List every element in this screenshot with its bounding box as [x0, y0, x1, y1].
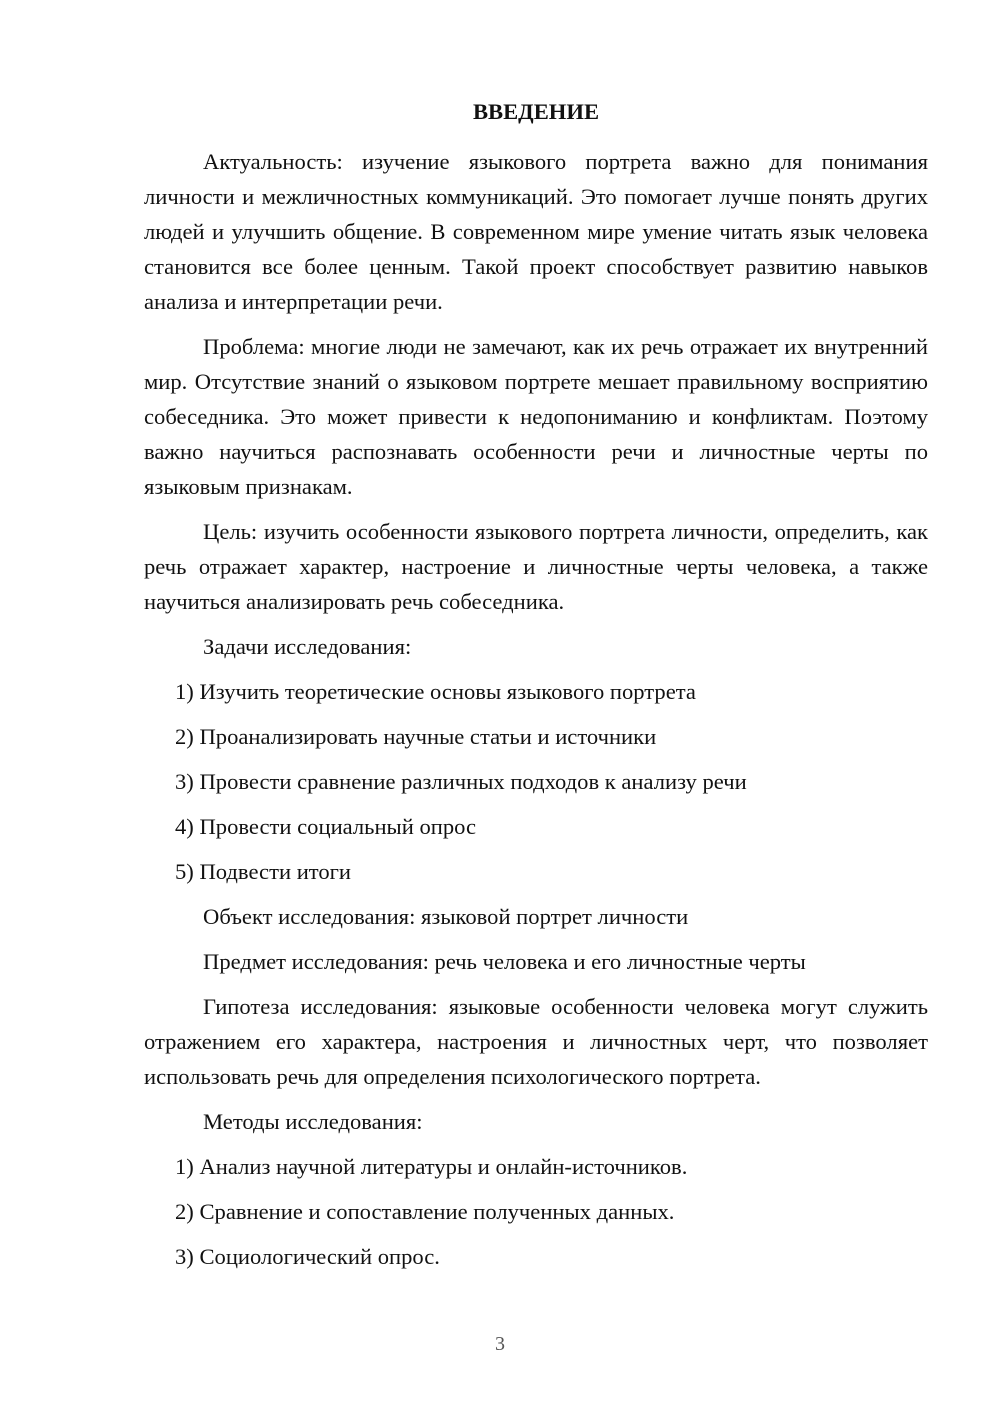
methods-label: Методы исследования: — [203, 1109, 423, 1134]
task-item: 5) Подвести итоги — [175, 859, 352, 884]
task-item: 3) Провести сравнение различных подходов к анализу речи — [175, 769, 747, 794]
methods-list — [144, 1149, 928, 1274]
relevance-paragraph: Актуальность: изучение языкового портрета важно для понимания личности и межличностных коммуникаций. Это помогает лучше понять других людей и улучшить общение. В современном мире умение читать язык человека становится все более ценным. Такой проект способствует развитию навыков анализа и интерпретации речи. — [144, 149, 928, 314]
object-line: Объект исследования: языковой портрет личности — [203, 904, 689, 929]
task-item: 2) Проанализировать научные статьи и источники — [175, 724, 657, 749]
task-item: 4) Провести социальный опрос — [175, 814, 477, 839]
goal-paragraph: Цель: изучить особенности языкового портрета личности, определить, как речь отражает характер, настроение и личностные черты человека, а также научиться анализировать речь собеседника. — [144, 519, 928, 614]
task-item: 1) Изучить теоретические основы языкового портрета — [175, 679, 696, 704]
document-page — [144, 94, 928, 1284]
page-number: 3 — [495, 1333, 505, 1355]
method-item: 1) Анализ научной литературы и онлайн-источников. — [175, 1154, 688, 1179]
section-heading: ВВЕДЕНИЕ — [472, 99, 600, 124]
tasks-label: Задачи исследования: — [203, 634, 412, 659]
method-item: 2) Сравнение и сопоставление полученных данных. — [175, 1199, 675, 1224]
tasks-list — [144, 674, 928, 889]
method-item: 3) Социологический опрос. — [175, 1244, 440, 1269]
hypothesis-paragraph: Гипотеза исследования: языковые особенности человека могут служить отражением его характера, настроения и личностных черт, что позволяет использовать речь для определения психологического портрета. — [144, 994, 928, 1089]
subject-line: Предмет исследования: речь человека и его личностные черты — [203, 949, 806, 974]
problem-paragraph: Проблема: многие люди не замечают, как их речь отражает их внутренний мир. Отсутствие знаний о языковом портрете мешает правильному восприятию собеседника. Это может привести к недопониманию и конфликтам. Поэтому важно научиться распознавать особенности речи и личностные черты по языковым признакам. — [144, 334, 928, 499]
